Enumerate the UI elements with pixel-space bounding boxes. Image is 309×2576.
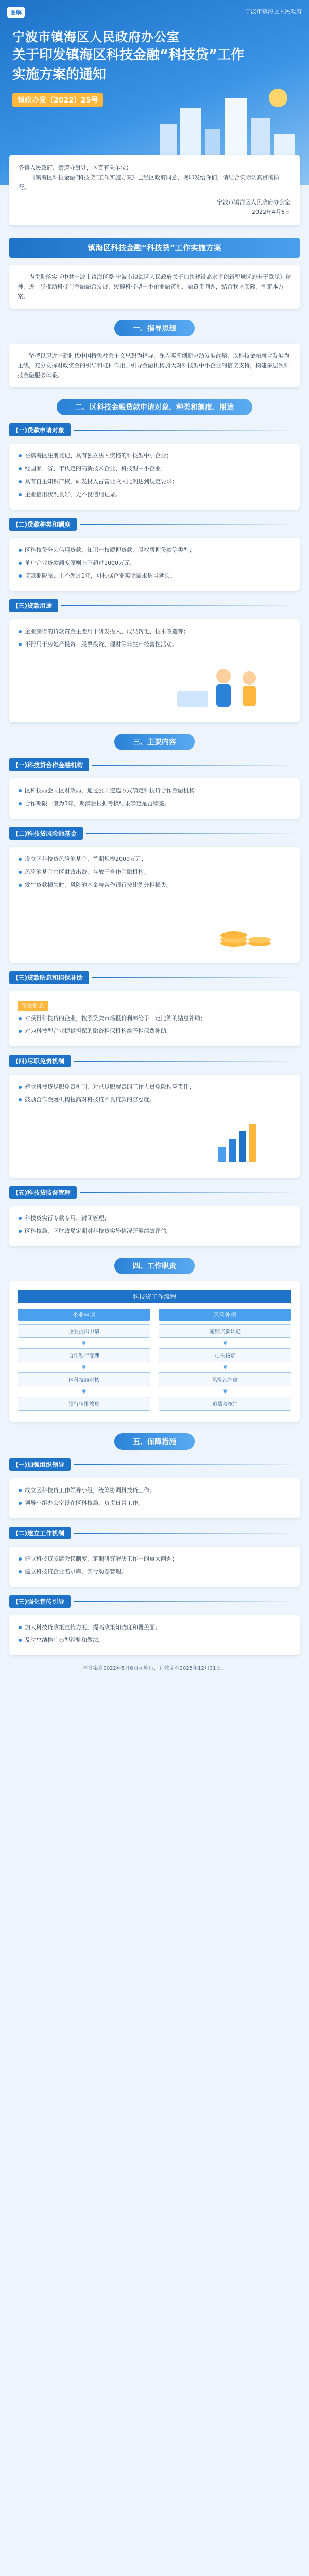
card-5c (9, 1615, 300, 1655)
card-2b (9, 538, 300, 591)
down-arrow-icon: ▼ (82, 1365, 86, 1370)
workflow-title: 科技贷工作流程 (18, 1290, 291, 1303)
workflow-step: 企业提出申请 (18, 1324, 150, 1338)
subheading-5a: (一)加强组织领导 (9, 1458, 300, 1471)
people-illustration (18, 655, 296, 712)
card-2c (9, 619, 300, 722)
list-item: 及时总结推广典型经验和做法。 (18, 1635, 291, 1645)
section-heading-2: 二、区科技金融贷款申请对象、种类和额度、用途 (9, 399, 300, 415)
list-item: 发生贷款损失时，风险池基金与合作银行按比例分担损失。 (18, 880, 291, 890)
subheading-3b: (二)科技贷风险池基金 (9, 827, 300, 840)
card-3e (9, 1206, 300, 1246)
intro-card (9, 265, 300, 309)
subheading-2c: (三)贷款用途 (9, 599, 300, 612)
subheading-3e: (五)科技贷监督管理 (9, 1186, 300, 1199)
list-item: 设立区科技贷风险池基金，首期规模2000万元； (18, 854, 291, 864)
list-item: 科技贷实行专款专用、封闭管理； (18, 1213, 291, 1223)
title-line2: 关于印发镇海区科技金融“科技贷”工作实施方案的通知 (12, 47, 245, 82)
list-3c (18, 1013, 291, 1036)
interest-subsidy-pill: 贷款贴息 (18, 1001, 48, 1011)
list-item: 单户企业贷款额度原则上不超过1000万元； (18, 558, 291, 568)
workflow-step: 合作银行受理 (18, 1348, 150, 1362)
card-3c (9, 991, 300, 1046)
card-5a (9, 1478, 300, 1518)
list-2b (18, 545, 291, 581)
list-item: 区科技局、区财政局定期对科技贷实施情况开展绩效评估。 (18, 1226, 291, 1236)
list-item: 企业获得的贷款资金主要用于研发投入、成果转化、技术改造等； (18, 626, 291, 636)
intro-text: 为贯彻落实《中共宁波市镇海区委 宁波市镇海区人民政府关于加快建设高水平创新型城区的若干意见》精神，进一步推动科技与金融融合发展，缓解科技型中小企业融资难、融资贵问题，结合我区实际，制定本方案。 (18, 274, 291, 300)
list-item: 成立区科技贷工作领导小组，统筹协调科技贷工作； (18, 1485, 291, 1495)
section-heading-4: 四、工作职责 (9, 1258, 300, 1274)
list-3e (18, 1213, 291, 1236)
section-heading-3: 三、主要内容 (9, 734, 300, 750)
list-item: 合作期限一般为3年，期满后根据考核结果确定是否续签。 (18, 799, 291, 808)
workflow-step: 逾期贷款认定 (159, 1324, 291, 1338)
list-item: 区科技局会同区财政局，通过公开遴选方式确定科技贷合作金融机构； (18, 786, 291, 795)
subheading-2b: (二)贷款种类和额度 (9, 518, 300, 531)
list-3d (18, 1082, 291, 1105)
list-item: 经国家、省、市认定的高新技术企业、科技型中小企业； (18, 464, 291, 473)
guiding-text: 坚持以习近平新时代中国特色社会主义思想为指导，深入实施创新驱动发展战略，以科技金融融合发展为主线，充分发挥财政资金的引导和杠杆作用，引导金融机构加大对科技型中小企业的信贷支持，构建多层次科技金融服务体系。 (18, 352, 289, 379)
coins-illustration (18, 896, 296, 953)
list-5c (18, 1622, 291, 1645)
list-item: 对为科技型企业提供担保的融资担保机构给予担保费补助。 (18, 1026, 291, 1036)
subheading-3c: (三)贷款贴息和担保补助 (9, 971, 300, 984)
workflow-step: 区科技局审核 (18, 1372, 150, 1386)
workflow-step: 银行审批放贷 (18, 1397, 150, 1411)
subheading-5c: (三)强化宣传引导 (9, 1595, 300, 1608)
plan-title: 镇海区科技金融“科技贷”工作实施方案 (9, 238, 300, 258)
workflow-column-head: 企业申请 (18, 1309, 150, 1321)
section-heading-5: 五、保障措施 (9, 1433, 300, 1450)
card-2a (9, 444, 300, 510)
card-5b (9, 1547, 300, 1587)
down-arrow-icon: ▼ (82, 1389, 86, 1395)
down-arrow-icon: ▼ (223, 1389, 227, 1395)
guiding-card (9, 344, 300, 387)
list-item: 在镇海区注册登记、具有独立法人资格的科技型中小企业； (18, 451, 291, 461)
notice-card (9, 155, 300, 225)
list-item: 加大科技贷政策宣传力度，提高政策知晓度和覆盖面； (18, 1622, 291, 1632)
list-item: 贷款期限原则上不超过1年，可根据企业实际需求适当延长。 (18, 571, 291, 581)
list-item: 企业信用状况良好，无不良信用记录。 (18, 489, 291, 499)
notice-body: 《镇海区科技金融“科技贷”工作实施方案》已经区政府同意，现印发给你们，请结合实际认真贯彻执行。 (19, 174, 280, 191)
list-2c (18, 626, 291, 649)
notice-salutation: 各镇人民政府、街道办事处，区直有关单位： (19, 164, 132, 171)
card-3d (9, 1075, 300, 1178)
list-3a (18, 786, 291, 808)
list-item: 建立科技贷企业名录库，实行动态管理。 (18, 1567, 291, 1577)
card-3a (9, 778, 300, 819)
list-item: 区科技贷分为信用贷款、知识产权质押贷款、股权质押贷款等类型； (18, 545, 291, 555)
list-item: 不得用于房地产投资、股票投资、理财等非生产经营性活动。 (18, 639, 291, 649)
list-2a (18, 451, 291, 499)
workflow-column-head: 风险补偿 (159, 1309, 291, 1321)
workflow-step: 损失核定 (159, 1348, 291, 1362)
list-5b (18, 1554, 291, 1577)
card-3b (9, 847, 300, 963)
down-arrow-icon: ▼ (223, 1365, 227, 1370)
header-org: 宁波市镇海区人民政府 (245, 8, 302, 15)
list-item: 风险池基金由区财政出资，存放于合作金融机构； (18, 867, 291, 877)
list-item: 领导小组办公室设在区科技局，负责日常工作。 (18, 1498, 291, 1508)
workflow-step: 风险池补偿 (159, 1372, 291, 1386)
effective-date-note: 本方案自2022年5月6日起施行，有效期至2025年12月31日。 (82, 1666, 227, 1671)
list-item: 鼓励合作金融机构提高对科技贷不良贷款的容忍度。 (18, 1095, 291, 1105)
workflow-card (9, 1281, 300, 1422)
subheading-2a: (一)贷款申请对象 (9, 423, 300, 436)
subheading-3a: (一)科技贷合作金融机构 (9, 758, 300, 771)
workflow-column-2 (159, 1309, 291, 1414)
title-line1: 宁波市镇海区人民政府办公室 (12, 30, 180, 44)
down-arrow-icon: ▼ (223, 1341, 227, 1346)
list-item: 对获得科技贷的企业，按照贷款市场报价利率给予一定比例的贴息补助； (18, 1013, 291, 1023)
workflow-step: 追偿与核销 (159, 1397, 291, 1411)
doc-number: 镇政办发〔2022〕25号 (12, 93, 103, 107)
list-item: 具有自主知识产权，研发投入占营业收入比例达到规定要求； (18, 477, 291, 486)
subheading-5b: (二)建立工作机制 (9, 1527, 300, 1539)
workflow-column-1 (18, 1309, 150, 1414)
section-heading-1: 一、指导思想 (9, 320, 300, 336)
list-item: 建立科技贷联席会议制度，定期研究解决工作中的重大问题； (18, 1554, 291, 1564)
tujie-badge: 图解 (7, 7, 25, 18)
list-3b (18, 854, 291, 890)
down-arrow-icon: ▼ (82, 1341, 86, 1346)
list-5a (18, 1485, 291, 1508)
notice-date: 2022年4月6日 (252, 209, 290, 215)
list-item: 建立科技贷尽职免责机制，对已尽职履责的工作人员免除相应责任； (18, 1082, 291, 1092)
subheading-3d: (四)尽职免责机制 (9, 1055, 300, 1067)
notice-signature: 宁波市镇海区人民政府办公室 (217, 199, 290, 206)
growth-chart-illustration (18, 1111, 296, 1167)
